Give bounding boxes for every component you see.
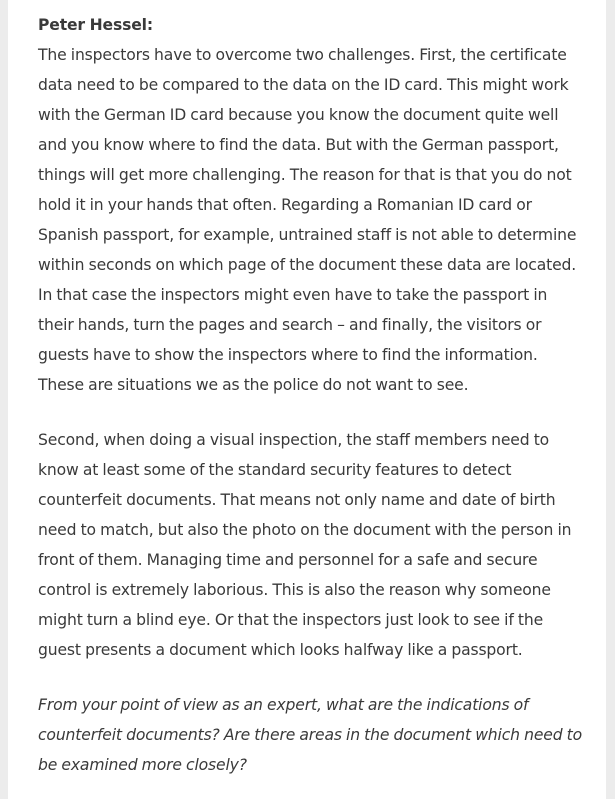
article-page bbox=[8, 0, 606, 799]
interview-content bbox=[38, 10, 583, 780]
answer-paragraph-1: The inspectors have to overcome two challenges. First, the certificate data need to be compared to the data on the ID card. This might work with the German ID card because you know the document quite well and you know where to find the data. But with the German passport, things will get more challenging. The reason for that is that you do not hold it in your hands that often. Regarding a Romanian ID card or Spanish passport, for example, untrained staff is not able to determine within seconds on which page of the document these data are located. In that case the inspectors might even have to take the passport in their hands, turn the pages and search – and finally, the visitors or guests have to show the inspectors where to find the information. These are situations we as the police do not want to see. bbox=[38, 46, 577, 394]
answer-paragraph-2: Second, when doing a visual inspection, the staff members need to know at least some of the standard security features to detect counterfeit documents. That means not only name and date of birth need to match, but also the photo on the document with the person in front of them. Managing time and personnel for a safe and secure control is extremely laborious. This is also the reason why someone might turn a blind eye. Or that the inspectors just look to see if the guest presents a document which looks halfway like a passport. bbox=[38, 431, 572, 659]
speaker-name: Peter Hessel: bbox=[38, 16, 153, 34]
interview-question: From your point of view as an expert, what are the indications of counterfeit documents? Are there areas in the document which need to be examined more closely? bbox=[38, 696, 583, 774]
